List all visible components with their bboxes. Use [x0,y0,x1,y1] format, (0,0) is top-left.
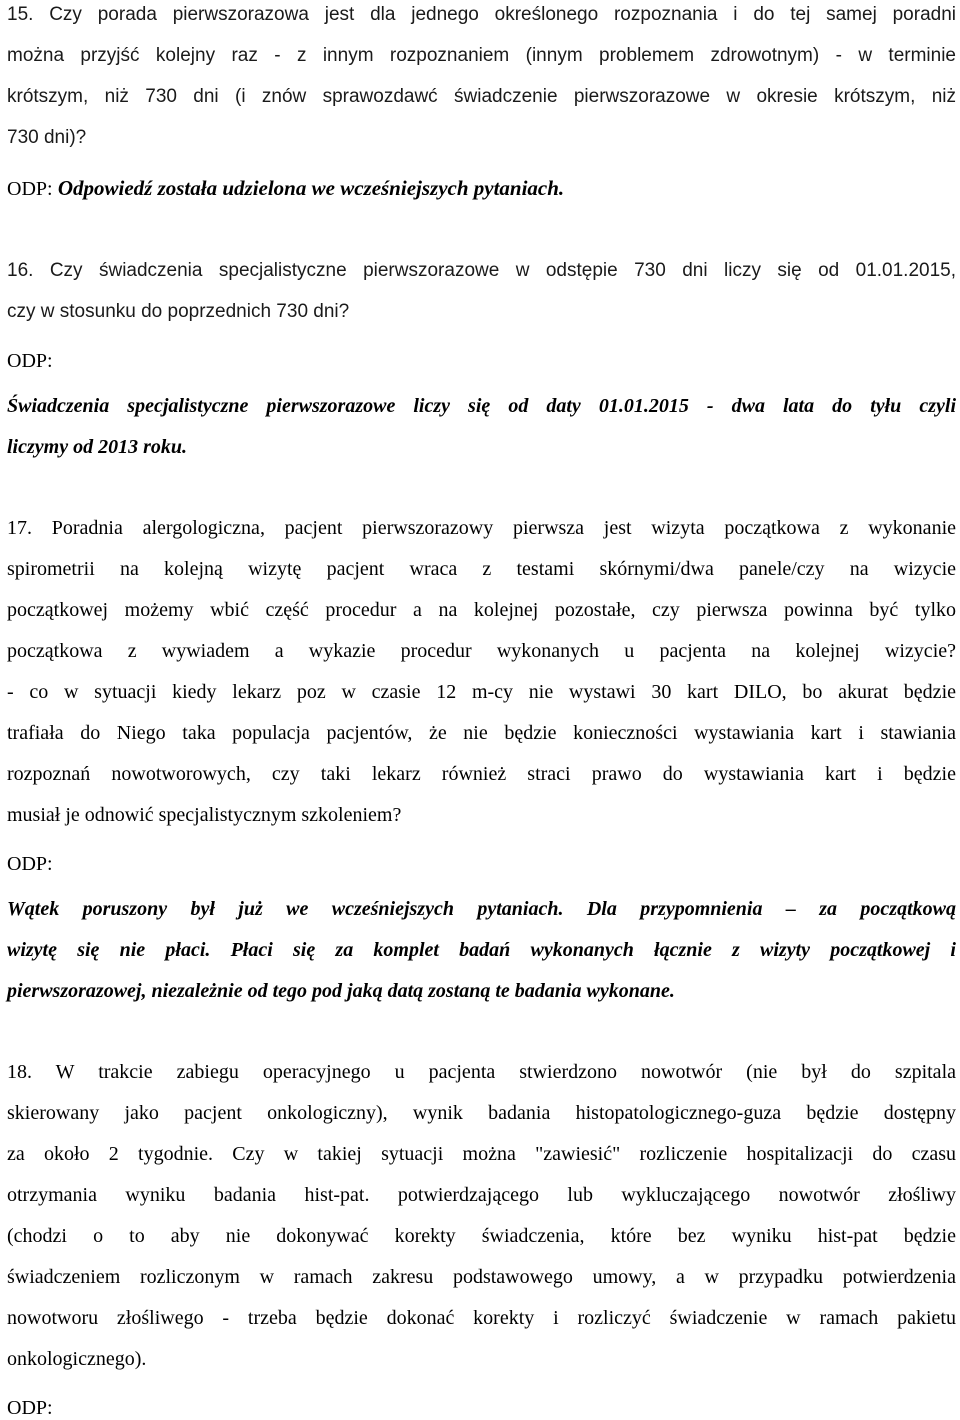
q18-line-8: onkologicznego). [7,1348,147,1370]
q18-line-7: nowotworu złośliwego - trzeba będzie dokonać korekty i rozliczyć świadczenie w ramach pakietu [7,1307,956,1329]
q17-line-7: rozpoznań nowotworowych, czy taki lekarz również straci prawo do wystawiania kart i będzie [7,763,956,785]
q18-line-4: otrzymania wyniku badania hist-pat. potwierdzającego lub wykluczającego nowotwór złośliwy [7,1184,956,1206]
q15-answer [7,176,956,201]
q17-line-6: trafiała do Niego taka populacja pacjentów, że nie będzie konieczności wystawiania kart i stawiania [7,722,956,744]
q17-answer-line-2: wizytę się nie płaci. Płaci się za komplet badań wykonanych łącznie z wizyty początkowej i [7,939,956,961]
q17-answer-line-1: Wątek poruszony był już we wcześniejszych pytaniach. Dla przypomnienia – za początkową [7,898,956,920]
q15-line-2: można przyjść kolejny raz - z innym rozpoznaniem (innym problemem zdrowotnym) - w terminie [7,45,956,66]
q17-line-4: początkowa z wywiadem a wykazie procedur wykonanych u pacjenta na kolejnej wizycie? [7,640,956,662]
q16-answer-label: ODP: [7,350,53,372]
q18-answer-label: ODP: [7,1397,53,1419]
q17-answer-line-3: pierwszorazowej, niezależnie od tego pod jaką datą zostaną te badania wykonane. [7,980,675,1002]
q18-line-5: (chodzi o to aby nie dokonywać korekty świadczenia, które bez wyniku hist-pat będzie [7,1225,956,1247]
q15-line-1: 15. Czy porada pierwszorazowa jest dla jednego określonego rozpoznania i do tej samej poradni [7,4,956,25]
q17-line-8: musiał je odnowić specjalistycznym szkoleniem? [7,804,402,826]
q17-line-1: 17. Poradnia alergologiczna, pacjent pierwszorazowy pierwsza jest wizyta początkowa z wykonanie [7,517,956,539]
q15-line-4: 730 dni)? [7,127,87,148]
q16-line-1: 16. Czy świadczenia specjalistyczne pierwszorazowe w odstępie 730 dni liczy się od 01.01.2015, [7,260,956,281]
q18-line-2: skierowany jako pacjent onkologiczny), wynik badania histopatologicznego-guza będzie dostępny [7,1102,956,1124]
q17-line-5: - co w sytuacji kiedy lekarz poz w czasie 12 m-cy nie wystawi 30 kart DILO, bo akurat będzie [7,681,956,703]
q16-answer-line-1: Świadczenia specjalistyczne pierwszorazowe liczy się od daty 01.01.2015 - dwa lata do tyłu czyli [7,395,956,417]
q18-line-3: za około 2 tygodnie. Czy w takiej sytuacji można "zawiesić" rozliczenie hospitalizacji do czasu [7,1143,956,1165]
q17-answer-label: ODP: [7,853,53,875]
q18-line-6: świadczeniem rozliczonym w ramach zakresu podstawowego umowy, a w przypadku potwierdzenia [7,1266,956,1288]
q17-line-2: spirometrii na kolejną wizytę pacjent wraca z testami skórnymi/dwa panele/czy na wizycie [7,558,956,580]
q16-answer-line-2: liczymy od 2013 roku. [7,436,187,458]
q18-line-1: 18. W trakcie zabiegu operacyjnego u pacjenta stwierdzono nowotwór (nie był do szpitala [7,1061,956,1083]
q15-line-3: krótszym, niż 730 dni (i znów sprawozdawć świadczenie pierwszorazowe w okresie krótszym, niż [7,86,956,107]
q16-line-2: czy w stosunku do poprzednich 730 dni? [7,301,350,322]
q17-line-3: początkowej możemy wbić część procedur a na kolejnej pozostałe, czy pierwsza powinna być tylko [7,599,956,621]
q15-answer-label: ODP: [7,178,53,200]
q15-answer-text: Odpowiedź została udzielona we wcześniejszych pytaniach. [57,176,565,200]
